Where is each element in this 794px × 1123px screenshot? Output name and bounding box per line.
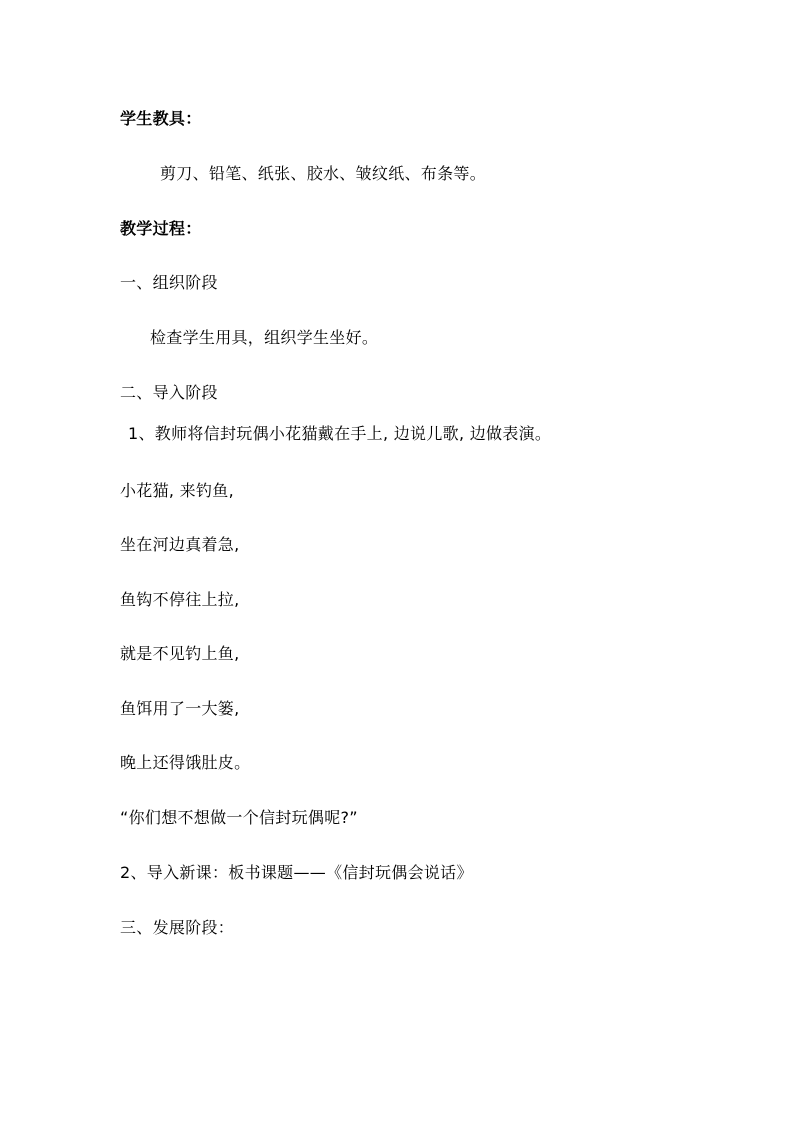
section-organize: 一、组织阶段 bbox=[120, 273, 218, 292]
materials-list: 剪刀、铅笔、纸张、胶水、皱纹纸、布条等。 bbox=[160, 164, 487, 183]
question-quote: “你们想不想做一个信封玩偶呢?” bbox=[120, 808, 358, 827]
heading-student-materials: 学生教具： bbox=[120, 109, 202, 128]
rhyme-line-6: 晚上还得饿肚皮。 bbox=[120, 753, 251, 772]
section-introduce: 二、导入阶段 bbox=[120, 383, 218, 402]
heading-teaching-process: 教学过程： bbox=[120, 219, 202, 238]
organize-text: 检查学生用具，组织学生坐好。 bbox=[150, 328, 379, 347]
rhyme-line-4: 就是不见钓上鱼, bbox=[120, 644, 240, 663]
introduce-step-2: 2、导入新课：板书课题——《信封玩偶会说话》 bbox=[120, 863, 473, 882]
rhyme-line-1: 小花猫, 来钓鱼, bbox=[120, 481, 234, 500]
rhyme-line-2: 坐在河边真着急, bbox=[120, 535, 240, 554]
introduce-step-1: 1、教师将信封玩偶小花猫戴在手上, 边说儿歌, 边做表演。 bbox=[128, 424, 552, 443]
rhyme-line-3: 鱼钩不停往上拉, bbox=[120, 590, 240, 609]
rhyme-line-5: 鱼饵用了一大篓, bbox=[120, 699, 240, 718]
section-develop: 三、发展阶段： bbox=[120, 918, 235, 937]
